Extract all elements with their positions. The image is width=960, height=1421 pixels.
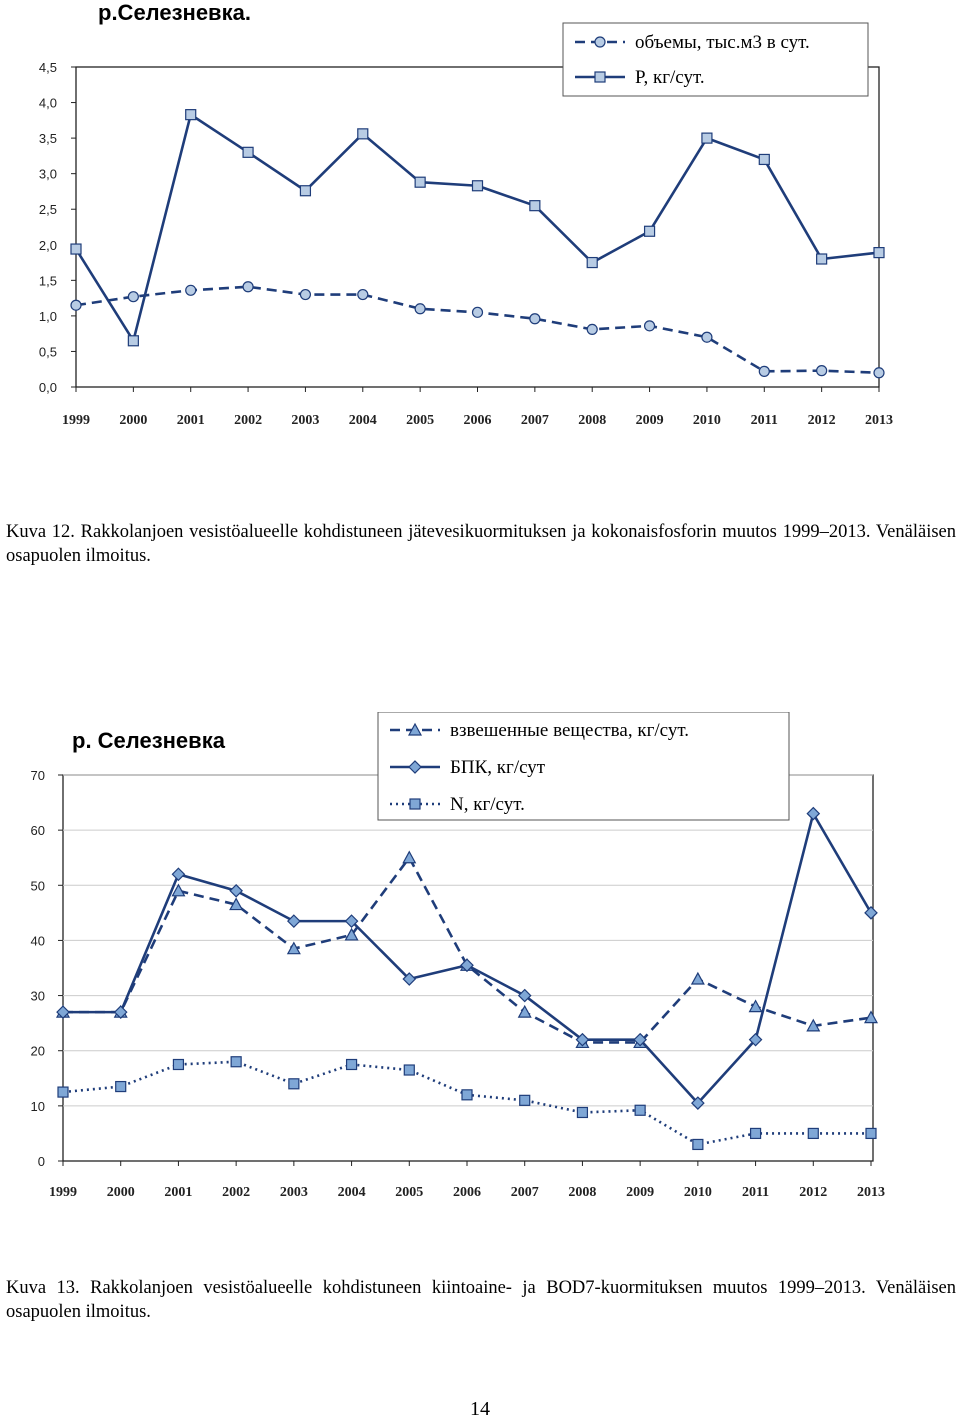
legend-marker <box>410 799 420 809</box>
data-point <box>243 282 253 292</box>
data-point <box>403 852 415 863</box>
chart-legend <box>563 23 868 96</box>
data-point <box>462 1090 472 1100</box>
x-tick-label: 2007 <box>510 1185 539 1200</box>
legend-marker <box>595 72 605 82</box>
x-tick-label: 1999 <box>49 1185 77 1200</box>
y-tick-label: 3,5 <box>38 131 57 147</box>
y-tick-label: 10 <box>30 1098 45 1114</box>
data-point <box>173 1060 183 1070</box>
data-point <box>702 133 712 143</box>
data-point <box>874 368 884 378</box>
chart-phosphorus-volume <box>0 0 960 440</box>
data-point <box>288 915 300 927</box>
x-tick-label: 2006 <box>453 1185 481 1200</box>
x-tick-label: 2001 <box>164 1185 193 1200</box>
x-tick-label: 2002 <box>222 1185 251 1200</box>
plot-area <box>76 67 879 387</box>
y-tick-label: 4,5 <box>38 60 57 75</box>
y-tick-label: 50 <box>30 878 45 894</box>
x-tick-label: 2003 <box>279 1185 308 1200</box>
chart-title: р. Селезневка <box>72 728 225 753</box>
y-tick-label: 3,0 <box>38 166 57 182</box>
series-line <box>76 287 879 373</box>
series-line <box>63 1062 871 1145</box>
data-point <box>415 304 425 314</box>
y-tick-label: 1,0 <box>38 308 57 324</box>
data-point <box>750 1001 762 1012</box>
data-point <box>347 1060 357 1070</box>
data-point <box>530 314 540 324</box>
data-point <box>807 808 819 820</box>
data-point <box>186 285 196 295</box>
data-point <box>577 1107 587 1117</box>
data-point <box>300 186 310 196</box>
x-tick-label: 2000 <box>119 413 148 428</box>
legend-label: объемы, тыс.м3 в сут. <box>635 32 810 53</box>
data-point <box>759 154 769 164</box>
y-tick-label: 0,5 <box>38 344 57 360</box>
data-point <box>358 290 368 300</box>
y-tick-label: 30 <box>30 988 45 1004</box>
data-point <box>865 907 877 919</box>
x-tick-label: 2002 <box>234 413 263 428</box>
chart-legend <box>378 712 789 820</box>
data-point <box>71 300 81 310</box>
y-tick-label: 0,0 <box>38 380 57 395</box>
x-tick-label: 2010 <box>683 1185 712 1200</box>
x-tick-label: 2001 <box>176 413 205 428</box>
chart-title: р.Селезневка. <box>98 0 251 25</box>
figure-caption-13: Kuva 13. Rakkolanjoen vesistöalueelle kohdistuneen kiintoaine- ja BOD7-kuormituksen muutos 1999–2013. Venäläisen osapuolen ilmoitus. <box>6 1278 956 1322</box>
data-point <box>587 258 597 268</box>
y-tick-label: 60 <box>30 823 45 839</box>
data-point <box>692 973 704 984</box>
data-point <box>817 366 827 376</box>
x-tick-label: 1999 <box>62 413 90 428</box>
y-tick-label: 20 <box>30 1043 45 1059</box>
data-point <box>866 1128 876 1138</box>
data-point <box>587 324 597 334</box>
x-tick-label: 2009 <box>635 413 664 428</box>
x-tick-label: 2010 <box>692 413 721 428</box>
data-point <box>874 248 884 258</box>
data-point <box>231 1057 241 1067</box>
legend-label: P, кг/сут. <box>635 67 705 88</box>
y-tick-label: 2,0 <box>38 237 57 253</box>
x-tick-label: 2013 <box>865 413 893 428</box>
x-tick-label: 2008 <box>568 1185 597 1200</box>
x-tick-label: 2009 <box>626 1185 655 1200</box>
data-point <box>289 1079 299 1089</box>
x-tick-label: 2004 <box>348 413 377 428</box>
x-tick-label: 2000 <box>106 1185 135 1200</box>
x-tick-label: 2013 <box>857 1185 885 1200</box>
data-point <box>415 177 425 187</box>
data-point <box>116 1082 126 1092</box>
data-point <box>172 868 184 880</box>
x-tick-label: 2005 <box>395 1185 424 1200</box>
legend-label: N, кг/сут. <box>450 794 525 815</box>
chart-suspended-bod-nitrogen <box>0 712 960 1212</box>
data-point <box>473 181 483 191</box>
y-tick-label: 2,5 <box>38 202 57 218</box>
x-tick-label: 2011 <box>750 413 778 428</box>
x-tick-label: 2003 <box>291 413 320 428</box>
data-point <box>230 885 242 897</box>
x-tick-label: 2008 <box>578 413 607 428</box>
data-point <box>635 1105 645 1115</box>
data-point <box>473 307 483 317</box>
figure-caption-12: Kuva 12. Rakkolanjoen vesistöalueelle kohdistuneen jätevesikuormituksen ja kokonaisfosforin muutos 1999–2013. Venäläisen osapuolen ilmoitus. <box>6 522 956 566</box>
data-point <box>243 147 253 157</box>
data-point <box>519 1006 531 1017</box>
x-tick-label: 2006 <box>463 413 492 428</box>
data-point <box>300 290 310 300</box>
data-point <box>58 1087 68 1097</box>
data-point <box>128 292 138 302</box>
data-point <box>702 332 712 342</box>
data-point <box>71 244 81 254</box>
legend-label: БПК, кг/сут <box>450 757 546 778</box>
x-tick-label: 2011 <box>741 1185 770 1200</box>
data-point <box>530 201 540 211</box>
x-tick-label: 2007 <box>520 413 549 428</box>
data-point <box>808 1128 818 1138</box>
data-point <box>404 1065 414 1075</box>
y-tick-label: 0 <box>37 1154 45 1169</box>
data-point <box>645 321 655 331</box>
x-tick-label: 2005 <box>406 413 435 428</box>
legend-marker <box>595 37 605 47</box>
data-point <box>645 226 655 236</box>
data-point <box>520 1095 530 1105</box>
y-tick-label: 70 <box>30 768 45 783</box>
y-tick-label: 4,0 <box>38 95 57 111</box>
data-point <box>128 336 138 346</box>
data-point <box>186 110 196 120</box>
legend-label: взвешенные вещества, кг/сут. <box>450 720 689 741</box>
data-point <box>693 1139 703 1149</box>
data-point <box>358 129 368 139</box>
x-tick-label: 2012 <box>807 413 836 428</box>
data-point <box>817 254 827 264</box>
data-point <box>751 1128 761 1138</box>
x-tick-label: 2012 <box>799 1185 828 1200</box>
y-tick-label: 40 <box>30 933 45 949</box>
data-point <box>759 366 769 376</box>
page-number: 14 <box>470 1398 490 1420</box>
y-tick-label: 1,5 <box>38 273 57 289</box>
x-tick-label: 2004 <box>337 1185 366 1200</box>
